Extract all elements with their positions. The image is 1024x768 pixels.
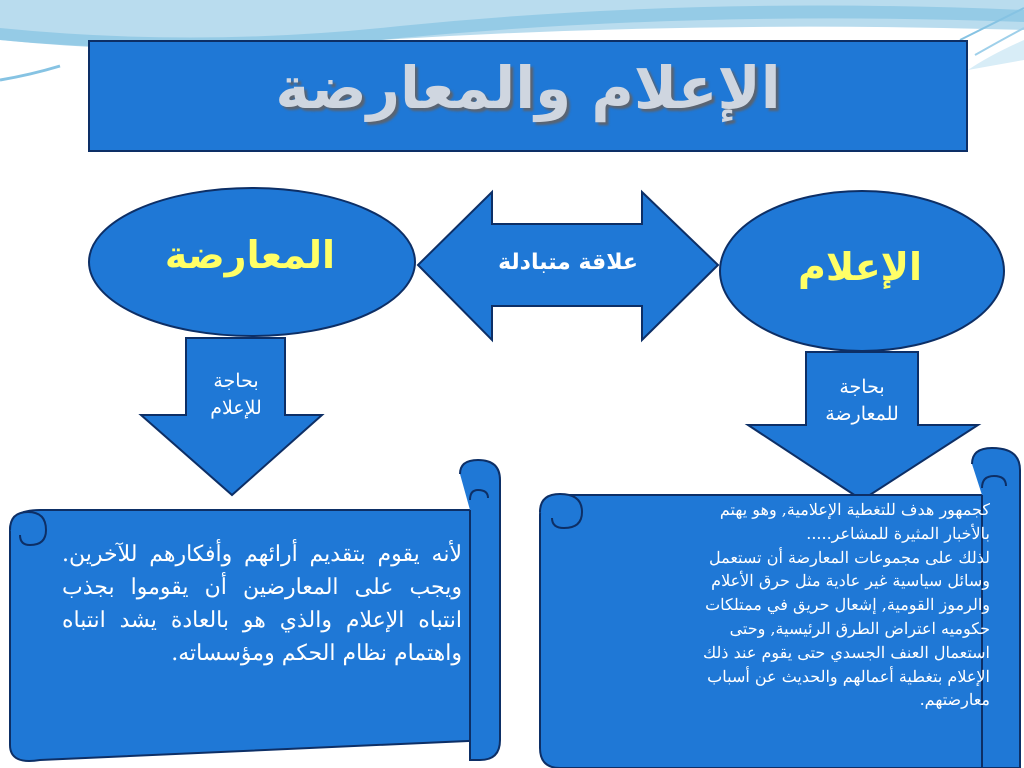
media-label: الإعلام — [798, 245, 922, 289]
title-banner — [88, 40, 968, 152]
opposition-needs-media-label — [186, 368, 286, 422]
media-line-7: استعمال العنف الجسدي حتى يقوم عند ذلك — [703, 642, 990, 662]
need-label-line: بحاجة — [839, 376, 885, 398]
media-line-6: حكوميه اعتراض الطرق الرئيسية, وحتى — [729, 618, 990, 638]
media-line-4: وسائل سياسية غير عادية مثل حرق الأعلام — [711, 571, 990, 591]
need-label-line: بحاجة — [213, 370, 259, 392]
media-line-1: كجمهور هدف للتغطية الإعلامية, وهو يهتم — [719, 500, 990, 519]
slide-title: الإعلام والمعارضة — [275, 54, 781, 122]
relation-label: علاقة متبادلة — [498, 250, 638, 275]
opposition-explanation: لأنه يقوم بتقديم أرائهم وأفكارهم للآخرين. ويجب على المعارضين أن يقوموا بجذب انتباه الإعلام والذي هو بالعادة يشد انتباه واهتمام نظام الحكم ومؤسساته. — [62, 542, 462, 666]
media-explanation — [590, 498, 990, 712]
opposition-label: المعارضة — [164, 233, 336, 277]
media-line-8: الإعلام بتغطية أعمالهم والحديث عن أسباب — [707, 666, 990, 686]
media-needs-opposition-label — [806, 374, 918, 428]
need-label-line: للمعارضة — [825, 403, 899, 425]
need-label-line: للإعلام — [210, 397, 262, 419]
media-line-9: معارضتهم. — [919, 690, 990, 710]
media-line-2: بالأخبار المثيرة للمشاعر..... — [806, 523, 990, 543]
media-line-3: لذلك على مجموعات المعارضة أن تستعمل — [708, 547, 990, 567]
media-line-5: والرموز القومية, إشعال حريق في ممتلكات — [705, 595, 990, 615]
